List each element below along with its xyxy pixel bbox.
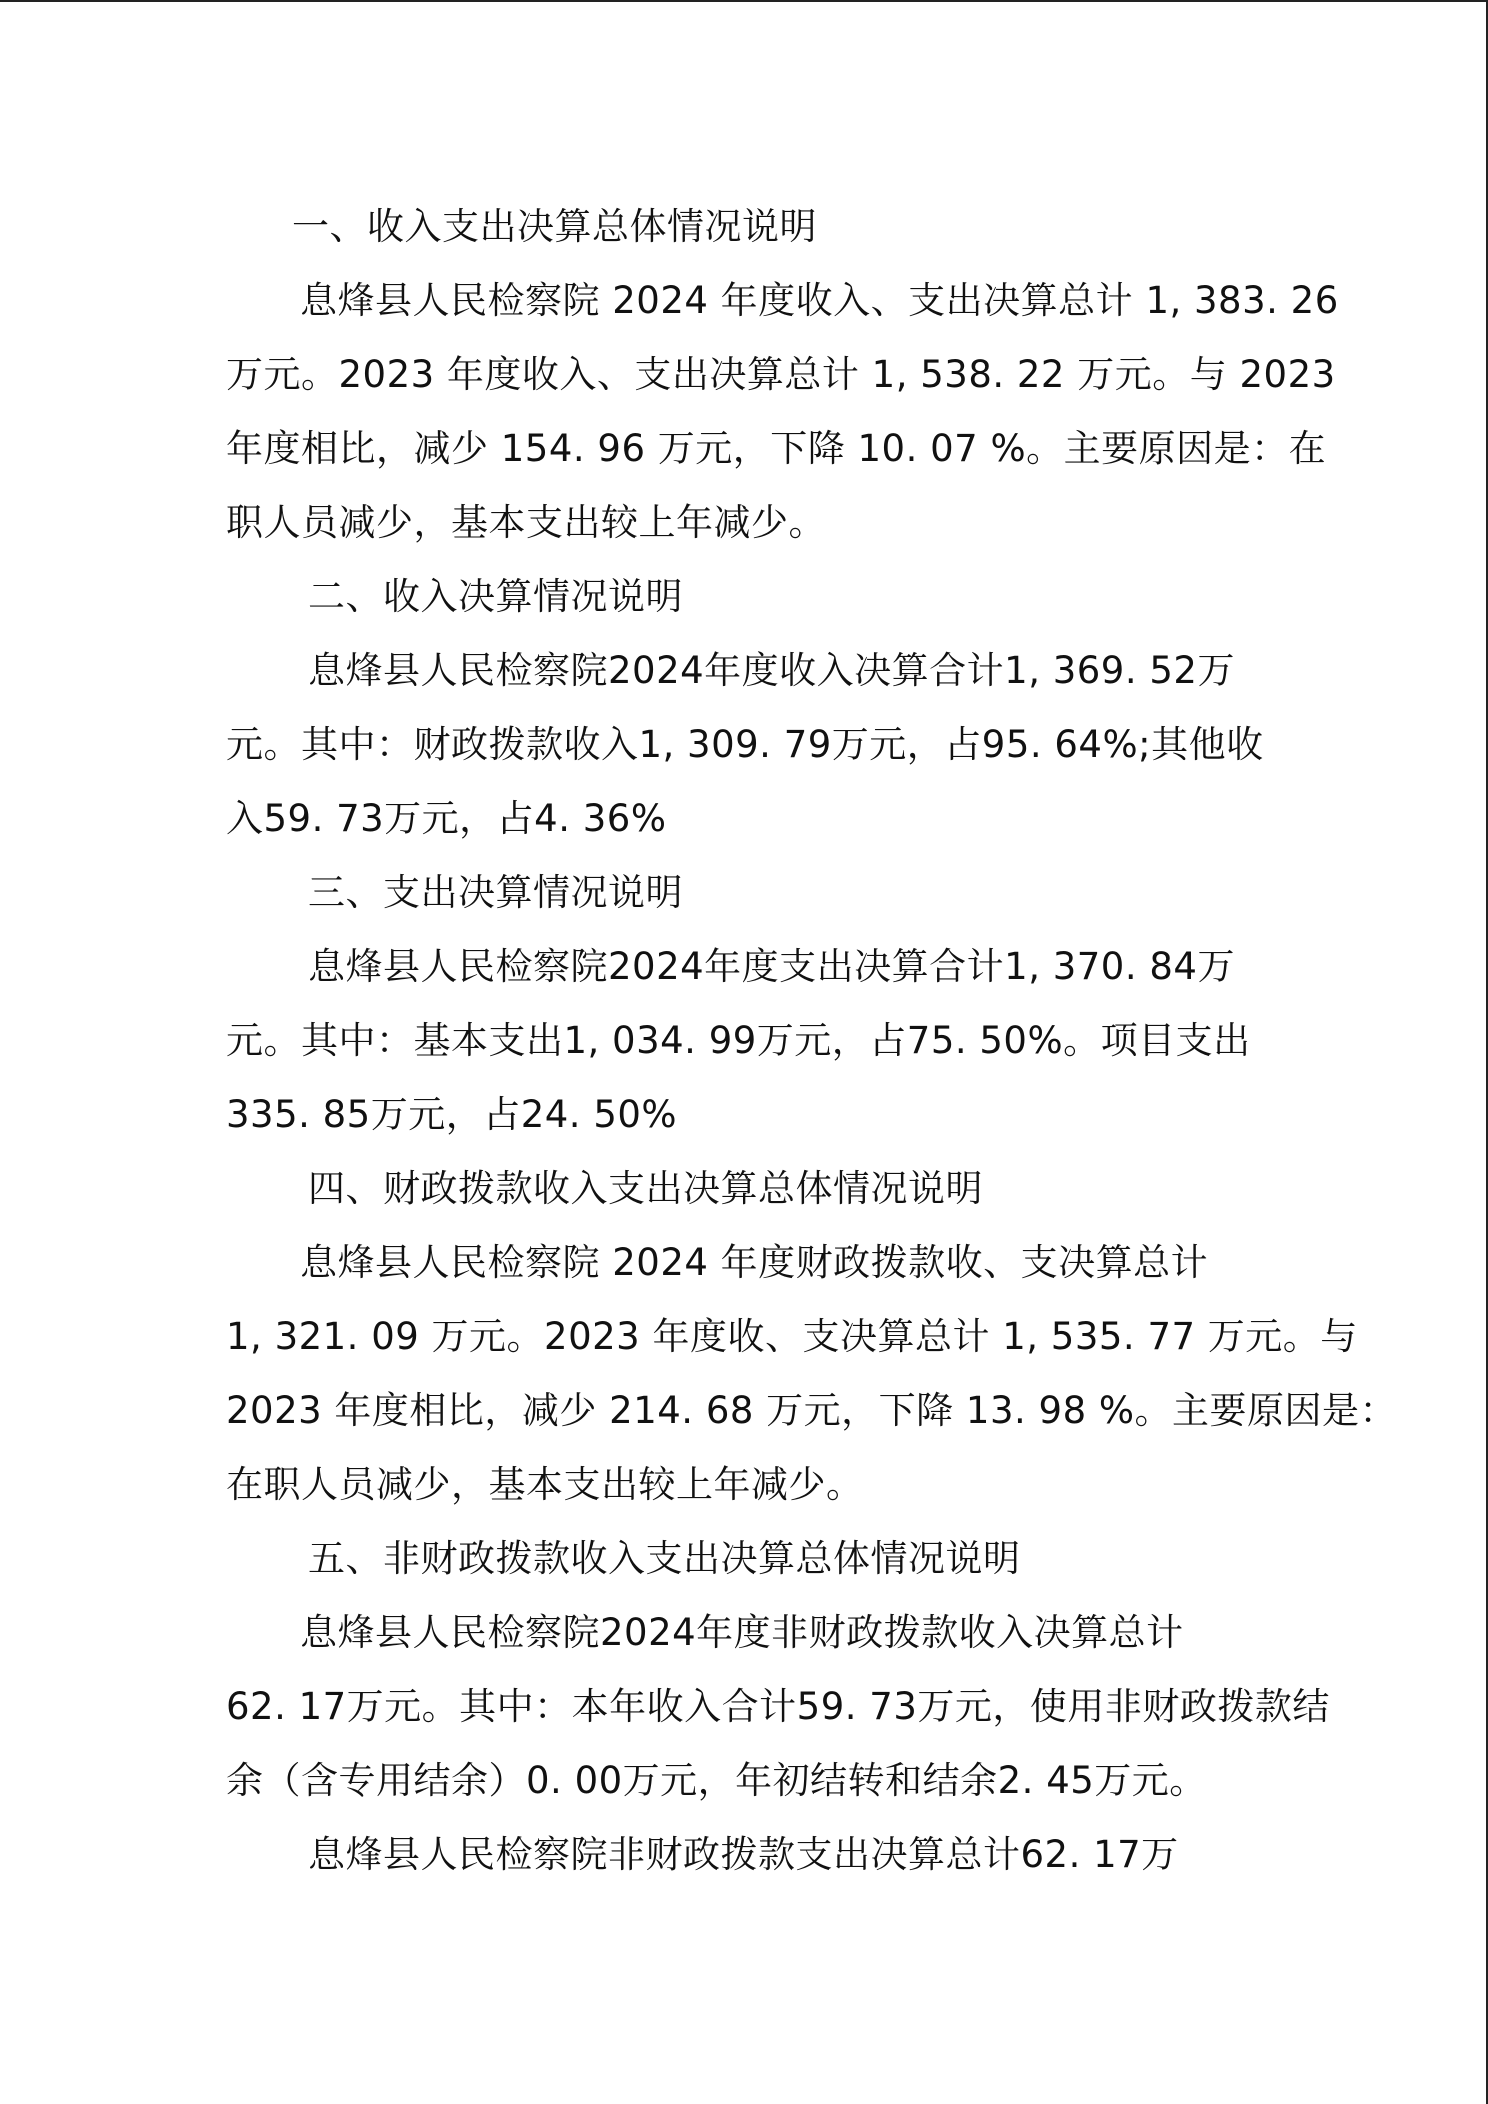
document-body (226, 190, 1398, 1892)
paragraph-line: 在职人员减少，基本支出较上年减少。 (226, 1463, 864, 1506)
section-heading-5: 五、非财政拨款收入支出决算总体情况说明 (308, 1537, 1021, 1580)
paragraph-line: 2023 年度相比，减少 214. 68 万元，下降 13. 98 %。主要原因是： (226, 1389, 1398, 1432)
paragraph-line: 1, 321. 09 万元。2023 年度收、支决算总计 1, 535. 77 万元。与 (226, 1315, 1358, 1358)
section-heading-4: 四、财政拨款收入支出决算总体情况说明 (308, 1167, 983, 1210)
paragraph-line: 62. 17万元。其中：本年收入合计59. 73万元，使用非财政拨款结 (226, 1685, 1330, 1728)
paragraph-line: 元。其中：基本支出1, 034. 99万元，占75. 50%。项目支出 (226, 1019, 1251, 1062)
paragraph-line: 息烽县人民检察院 2024 年度收入、支出决算总计 1, 383. 26 (300, 279, 1339, 322)
paragraph-line: 元。其中：财政拨款收入1, 309. 79万元，占95. 64%;其他收 (226, 723, 1264, 766)
paragraph-line: 余（含专用结余）0. 00万元，年初结转和结余2. 45万元。 (226, 1759, 1207, 1802)
section-heading-1: 一、收入支出决算总体情况说明 (292, 205, 817, 248)
paragraph-line: 息烽县人民检察院2024年度支出决算合计1, 370. 84万 (308, 945, 1235, 988)
section-heading-2: 二、收入决算情况说明 (308, 575, 683, 618)
paragraph-line: 息烽县人民检察院2024年度收入决算合计1, 369. 52万 (308, 649, 1235, 692)
paragraph-line: 年度相比，减少 154. 96 万元，下降 10. 07 %。主要原因是：在 (226, 427, 1327, 470)
paragraph-line: 职人员减少，基本支出较上年减少。 (226, 501, 826, 544)
paragraph-line: 息烽县人民检察院 2024 年度财政拨款收、支决算总计 (300, 1241, 1209, 1284)
paragraph-line: 335. 85万元，占24. 50% (226, 1093, 678, 1136)
paragraph-line: 息烽县人民检察院非财政拨款支出决算总计62. 17万 (308, 1833, 1179, 1876)
page-top-border (0, 0, 1488, 2)
section-heading-3: 三、支出决算情况说明 (308, 871, 683, 914)
paragraph-line: 入59. 73万元，占4. 36% (226, 797, 667, 840)
paragraph-line: 万元。2023 年度收入、支出决算总计 1, 538. 22 万元。与 2023 (226, 353, 1336, 396)
paragraph-line: 息烽县人民检察院2024年度非财政拨款收入决算总计 (300, 1611, 1184, 1654)
